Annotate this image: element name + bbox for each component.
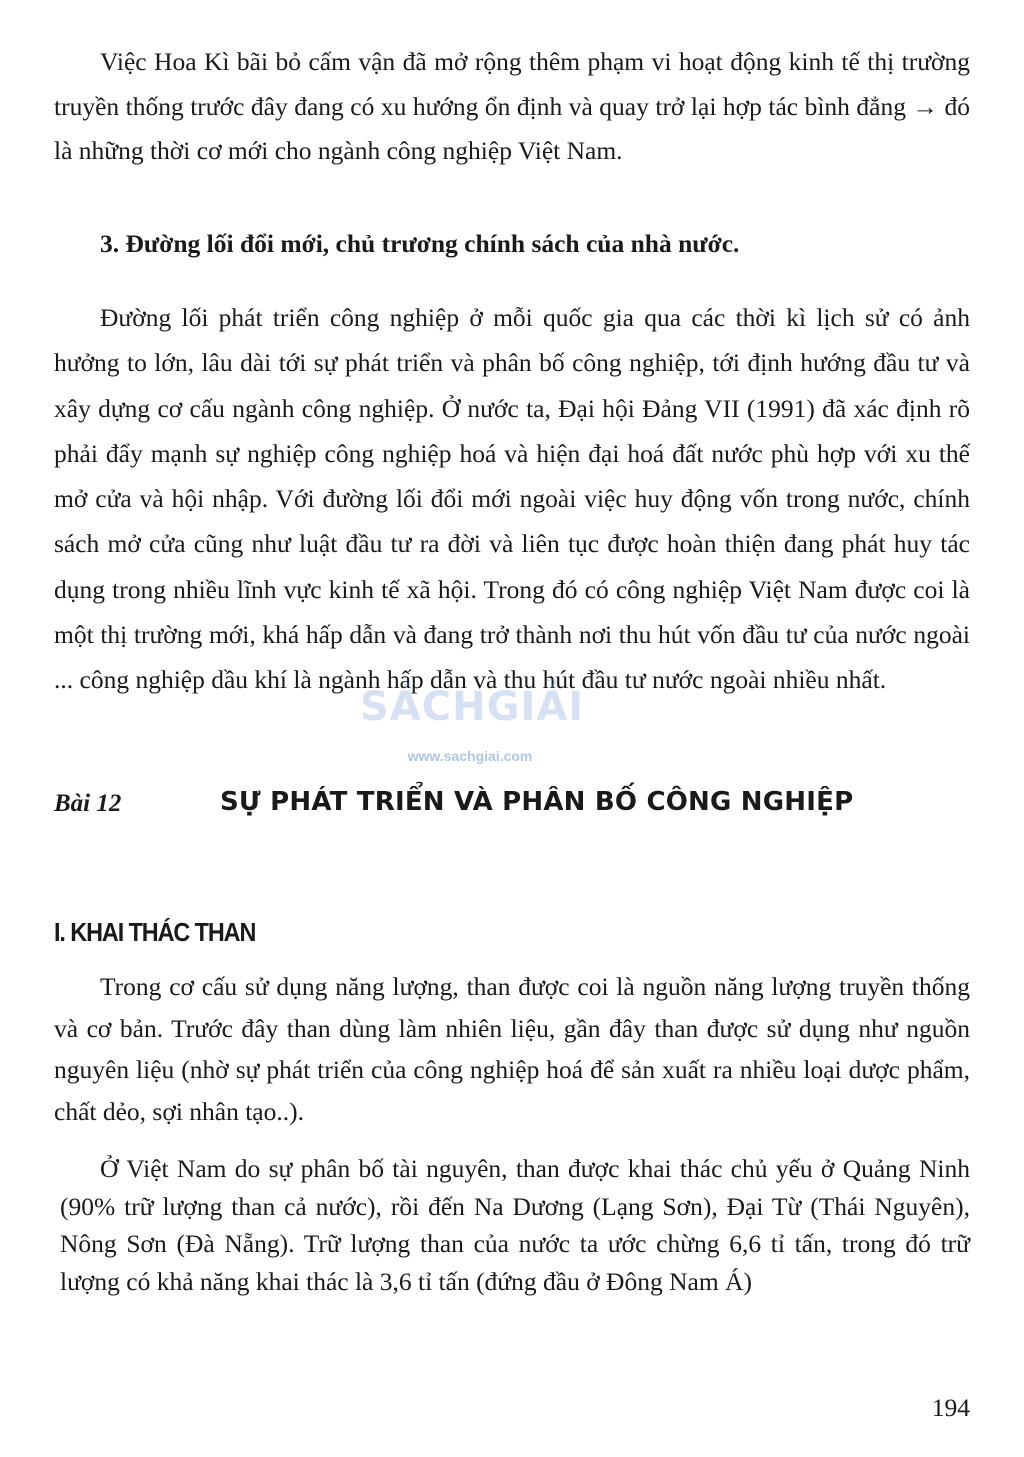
- section-heading-3: 3. Đường lối đổi mới, chủ trương chính sách của nhà nước.: [100, 229, 740, 258]
- section-heading-coal: I. KHAI THÁC THAN: [54, 917, 256, 947]
- body-paragraph: Việc Hoa Kì bãi bỏ cấm vận đã mở rộng thêm phạm vi hoạt động kinh tế thị trường truyền thống trước đây đang có xu hướng ổn định và quay trở lại hợp tác bình đẳng → đó là những thời cơ mới cho ngành công nghiệp Việt Nam.: [54, 47, 970, 165]
- watermark-url: www.sachgiai.com: [407, 748, 533, 764]
- document-page: [54, 0, 970, 1457]
- lesson-header: [54, 780, 970, 824]
- page-number: 194: [931, 1393, 970, 1422]
- watermark-logo: SÁCHGIẢI: [360, 684, 585, 730]
- body-paragraph: Đường lối phát triển công nghiệp ở mỗi quốc gia qua các thời kì lịch sử có ảnh hưởng to lớn, lâu dài tới sự phát triển và phân bố công nghiệp, tới định hướng đầu tư và xây dựng cơ cấu ngành công nghiệp. Ở nước ta, Đại hội Đảng VII (1991) đã xác định rõ phải đẩy mạnh sự nghiệp công nghiệp hoá và hiện đại hoá đất nước phù hợp với xu thế mở cửa và hội nhập. Với đường lối đổi mới ngoài việc huy động vốn trong nước, chính sách mở cửa cũng như luật đầu tư ra đời và liên tục được hoàn thiện đang phát huy tác dụng trong nhiều lĩnh vực kinh tế xã hội. Trong đó có công nghiệp Việt Nam được coi là một thị trường mới, khá hấp dẫn và đang trở thành nơi thu hút vốn đầu tư của nước ngoài ... công nghiệp dầu khí là ngành hấp dẫn và thu hút đầu tư nước ngoài nhiều nhất.: [54, 303, 970, 695]
- lesson-title: SỰ PHÁT TRIỂN VÀ PHÂN BỐ CÔNG NGHIỆP: [220, 787, 854, 817]
- body-paragraph: Ở Việt Nam do sự phân bố tài nguyên, than được khai thác chủ yếu ở Quảng Ninh (90% trữ lượng than cả nước), rồi đến Na Dương (Lạng Sơn), Đại Từ (Thái Nguyên), Nông Sơn (Đà Nẵng). Trữ lượng than của nước ta ước chừng 6,6 tỉ tấn, trong đó trữ lượng có khả năng khai thác là 3,6 tỉ tấn (đứng đầu ở Đông Nam Á): [60, 1154, 970, 1297]
- body-paragraph: Trong cơ cấu sử dụng năng lượng, than được coi là nguồn năng lượng truyền thống và cơ bản. Trước đây than dùng làm nhiên liệu, gần đây than được sử dụng như nguồn nguyên liệu (nhờ sự phát triển của công nghiệp hoá để sản xuất ra nhiều loại dược phẩm, chất dẻo, sợi nhân tạo..).: [54, 972, 970, 1126]
- lesson-number: Bài 12: [54, 790, 122, 817]
